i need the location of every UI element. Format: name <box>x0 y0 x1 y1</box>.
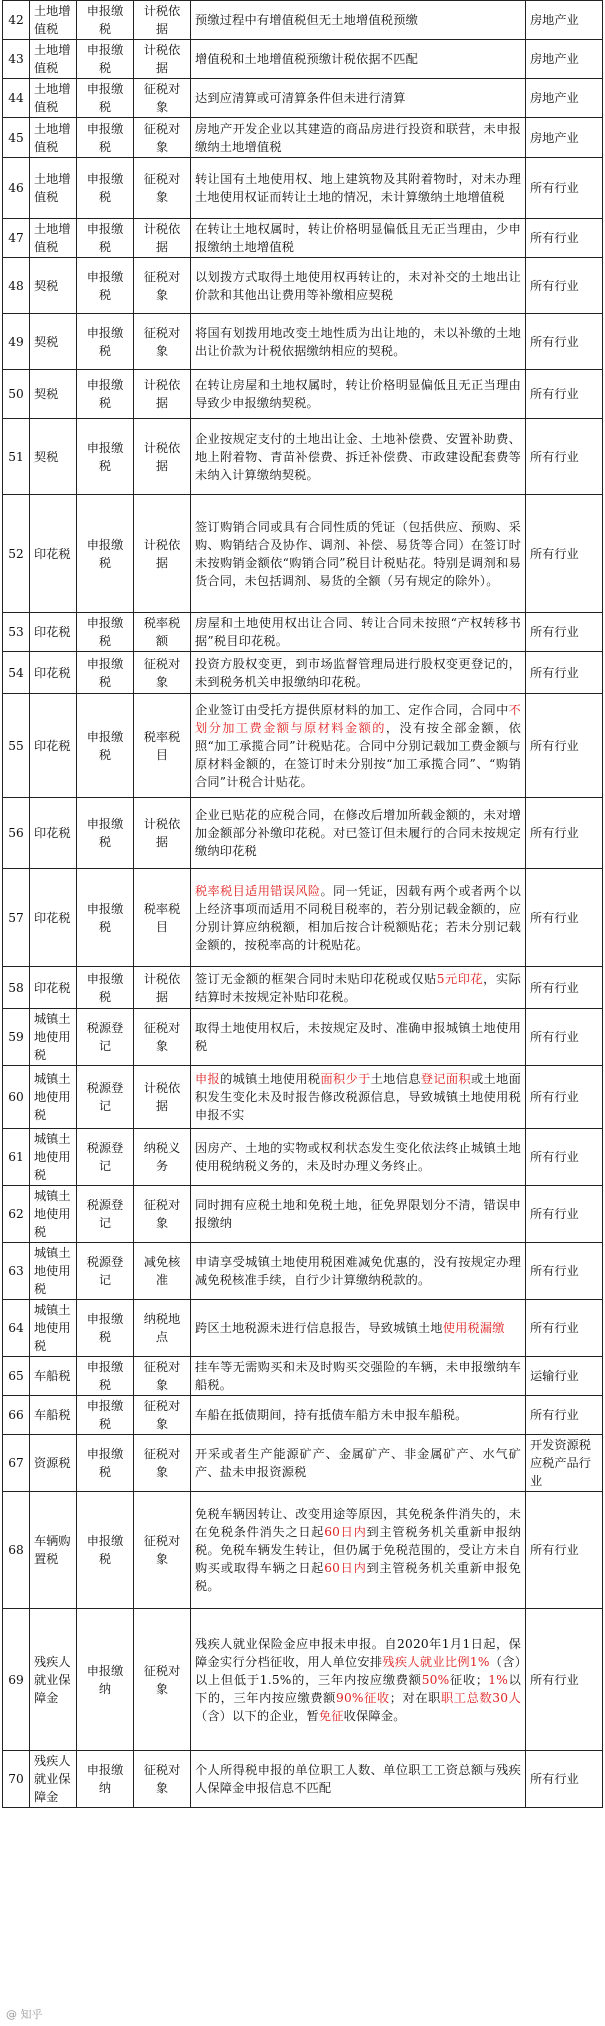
description-text: 以划拨方式取得土地使用权再转让的，未对补交的土地出让价款和其他出让费用等补缴相应契税 <box>195 269 521 302</box>
industry: 开发资源税应税产品行业 <box>526 1435 603 1492</box>
risk-link: 申报缴税 <box>77 158 134 219</box>
industry: 所有行业 <box>526 1492 603 1609</box>
risk-type: 征税对象 <box>134 1009 191 1066</box>
tax-type: 土地增值税 <box>30 40 77 79</box>
industry: 所有行业 <box>526 1129 603 1186</box>
risk-description <box>191 1492 526 1609</box>
description-text: 收保障金。 <box>343 1708 406 1723</box>
risk-link: 申报缴税 <box>77 694 134 798</box>
risk-link: 申报缴税 <box>77 869 134 967</box>
description-text: 以下的，三年内按应缴费额 <box>195 1672 521 1705</box>
risk-link: 申报缴税 <box>77 967 134 1009</box>
risk-description <box>191 1066 526 1129</box>
tax-type: 印花税 <box>30 694 77 798</box>
description-text: 因房产、土地的实物或权利状态发生变化依法终止城镇土地使用税纳税义务的，未及时办理义务终止。 <box>195 1141 521 1173</box>
table-row <box>3 1357 603 1396</box>
risk-link: 申报缴税 <box>77 1357 134 1396</box>
industry: 所有行业 <box>526 219 603 258</box>
description-text: （含）以上但低于1.5%的，三年内按应缴费额 <box>195 1654 522 1687</box>
risk-description <box>191 158 526 219</box>
industry: 所有行业 <box>526 1243 603 1300</box>
description-text: ；对在职 <box>389 1690 441 1705</box>
risk-type: 税率税额 <box>134 613 191 652</box>
risk-description <box>191 495 526 613</box>
tax-type: 城镇土地使用税 <box>30 1066 77 1129</box>
risk-type: 征税对象 <box>134 258 191 314</box>
risk-link: 申报缴税 <box>77 1 134 40</box>
industry: 所有行业 <box>526 419 603 495</box>
risk-link: 申报缴税 <box>77 1492 134 1609</box>
tax-type: 车船税 <box>30 1396 77 1435</box>
row-number: 57 <box>3 869 30 967</box>
description-text: 申请享受城镇土地使用税困难减免优惠的，没有按规定办理减免税核准手续，自行少计算缴纳税款的。 <box>195 1255 521 1287</box>
risk-type: 征税对象 <box>134 1492 191 1609</box>
row-number: 45 <box>3 118 30 158</box>
description-text: 挂车等无需购买和未及时购买交强险的车辆，未申报缴纳车船税。 <box>195 1360 521 1392</box>
risk-type: 计税依据 <box>134 798 191 869</box>
tax-type: 契税 <box>30 419 77 495</box>
risk-type: 计税依据 <box>134 1066 191 1129</box>
industry: 房地产业 <box>526 118 603 158</box>
risk-type: 纳税地点 <box>134 1300 191 1357</box>
risk-type: 征税对象 <box>134 1609 191 1751</box>
table-row <box>3 694 603 798</box>
row-number: 50 <box>3 370 30 419</box>
risk-description <box>191 419 526 495</box>
risk-link: 税源登记 <box>77 1009 134 1066</box>
description-text: 投资方股权变更，到市场监督管理局进行股权变更登记的，未到税务机关申报缴纳印花税。 <box>195 656 521 689</box>
table-row <box>3 1300 603 1357</box>
description-text: 房屋和土地使用权出让合同、转让合同未按照“产权转移书据”税目印花税。 <box>195 616 521 648</box>
highlight-text: 税率税目适用错误风险 <box>195 883 321 898</box>
industry: 所有行业 <box>526 1751 603 1808</box>
risk-link: 申报缴税 <box>77 798 134 869</box>
row-number: 43 <box>3 40 30 79</box>
tax-type: 印花税 <box>30 798 77 869</box>
risk-type: 征税对象 <box>134 118 191 158</box>
row-number: 54 <box>3 652 30 694</box>
industry: 所有行业 <box>526 158 603 219</box>
description-text: 开采或者生产能源矿产、金属矿产、非金属矿产、水气矿产、盐未申报资源税 <box>195 1447 521 1479</box>
risk-link: 申报缴税 <box>77 1300 134 1357</box>
risk-description <box>191 1609 526 1751</box>
risk-description <box>191 1129 526 1186</box>
description-text: 转让国有土地使用权、地上建筑物及其附着物时，对未办理土地使用权证而转让土地的情况，未计算缴纳土地增值税 <box>195 172 521 204</box>
risk-link: 申报缴税 <box>77 118 134 158</box>
industry: 所有行业 <box>526 1396 603 1435</box>
industry: 所有行业 <box>526 1300 603 1357</box>
risk-type: 征税对象 <box>134 1435 191 1492</box>
highlight-text: 不划分加工费金额与原材料金额的 <box>195 702 521 735</box>
risk-link: 申报缴税 <box>77 219 134 258</box>
risk-link: 申报缴税 <box>77 314 134 370</box>
table-body <box>3 1 603 1808</box>
row-number: 53 <box>3 613 30 652</box>
row-number: 59 <box>3 1009 30 1066</box>
highlight-text: 残疾人就业比例1% <box>382 1654 490 1669</box>
highlight-text: 90%征收 <box>335 1690 390 1705</box>
risk-link: 税源登记 <box>77 1129 134 1186</box>
table-row <box>3 1243 603 1300</box>
row-number: 69 <box>3 1609 30 1751</box>
table-row <box>3 1396 603 1435</box>
risk-description <box>191 1357 526 1396</box>
table-row <box>3 652 603 694</box>
risk-type: 计税依据 <box>134 1 191 40</box>
row-number: 58 <box>3 967 30 1009</box>
row-number: 44 <box>3 79 30 118</box>
description-text: 到主管税务机关重新申报免税。 <box>195 1561 521 1593</box>
description-text: 房地产开发企业以其建造的商品房进行投资和联营，未申报缴纳土地增值税 <box>195 121 521 154</box>
tax-type: 印花税 <box>30 869 77 967</box>
table-row <box>3 419 603 495</box>
industry: 房地产业 <box>526 40 603 79</box>
risk-description <box>191 1751 526 1808</box>
highlight-text: 职工总数30人 <box>441 1690 521 1705</box>
risk-type: 征税对象 <box>134 79 191 118</box>
table-row <box>3 219 603 258</box>
risk-description <box>191 258 526 314</box>
risk-description <box>191 869 526 967</box>
tax-type: 印花税 <box>30 652 77 694</box>
description-text: 的城镇土地使用税 <box>220 1072 321 1086</box>
row-number: 61 <box>3 1129 30 1186</box>
risk-link: 申报缴纳 <box>77 1609 134 1751</box>
row-number: 68 <box>3 1492 30 1609</box>
industry: 运输行业 <box>526 1357 603 1396</box>
table-row <box>3 40 603 79</box>
industry: 所有行业 <box>526 370 603 419</box>
table-row <box>3 967 603 1009</box>
description-text: 土地信息 <box>370 1072 421 1086</box>
highlight-text: 申报 <box>195 1072 221 1086</box>
description-text: 。同一凭证，因载有两个或者两个以上经济事项而适用不同税目税率的，若分别记载金额的，应分别计算应纳税额，相加后按合计税额贴花；若未分别记载金额的，按税率高的计税贴花。 <box>195 883 522 952</box>
industry: 所有行业 <box>526 652 603 694</box>
industry: 所有行业 <box>526 1066 603 1129</box>
risk-description <box>191 798 526 869</box>
tax-type: 城镇土地使用税 <box>30 1009 77 1066</box>
industry: 所有行业 <box>526 495 603 613</box>
tax-type: 印花税 <box>30 495 77 613</box>
highlight-text: 5元印花 <box>436 971 484 986</box>
industry: 所有行业 <box>526 869 603 967</box>
industry: 所有行业 <box>526 1186 603 1243</box>
row-number: 62 <box>3 1186 30 1243</box>
highlight-text: 60日内 <box>324 1561 367 1575</box>
description-text: 企业已贴花的应税合同，在修改后增加所载金额的，未对增加金额部分补缴印花税。对已签订但未履行的合同未按规定缴纳印花税 <box>195 808 521 858</box>
risk-type: 征税对象 <box>134 1186 191 1243</box>
risk-description <box>191 1396 526 1435</box>
risk-type: 征税对象 <box>134 652 191 694</box>
description-text: ，没有按全部金额，依照“加工承揽合同”计税贴花。合同中分别记载加工费金额与原材料金额的，在签订时未分别按“加工承揽合同”、“购销合同”计税合计贴花。 <box>195 720 521 789</box>
risk-link: 申报缴纳 <box>77 1751 134 1808</box>
tax-type: 印花税 <box>30 967 77 1009</box>
table-row <box>3 1 603 40</box>
tax-type: 城镇土地使用税 <box>30 1129 77 1186</box>
description-text: 企业签订由受托方提供原材料的加工、定作合同，合同中 <box>195 702 509 717</box>
industry: 所有行业 <box>526 967 603 1009</box>
risk-type: 税率税目 <box>134 694 191 798</box>
tax-type: 契税 <box>30 314 77 370</box>
risk-description <box>191 967 526 1009</box>
industry: 所有行业 <box>526 1609 603 1751</box>
highlight-text: 面积少于 <box>320 1072 371 1086</box>
industry: 所有行业 <box>526 798 603 869</box>
table-row <box>3 613 603 652</box>
table-row <box>3 1186 603 1243</box>
risk-type: 征税对象 <box>134 1751 191 1808</box>
risk-link: 税源登记 <box>77 1066 134 1129</box>
risk-description <box>191 1 526 40</box>
risk-link: 申报缴税 <box>77 495 134 613</box>
tax-type: 土地增值税 <box>30 79 77 118</box>
description-text: 预缴过程中有增值税但无土地增值税预缴 <box>195 13 418 27</box>
highlight-text: 1% <box>488 1672 509 1687</box>
row-number: 55 <box>3 694 30 798</box>
table-row <box>3 1009 603 1066</box>
risk-type: 计税依据 <box>134 370 191 419</box>
row-number: 70 <box>3 1751 30 1808</box>
table-row <box>3 370 603 419</box>
industry: 所有行业 <box>526 314 603 370</box>
tax-type: 车船税 <box>30 1357 77 1396</box>
tax-type: 土地增值税 <box>30 1 77 40</box>
tax-type: 残疾人就业保障金 <box>30 1609 77 1751</box>
table-row <box>3 314 603 370</box>
risk-link: 申报缴税 <box>77 1435 134 1492</box>
risk-description <box>191 79 526 118</box>
industry: 所有行业 <box>526 694 603 798</box>
table-row <box>3 1609 603 1751</box>
row-number: 49 <box>3 314 30 370</box>
risk-description <box>191 694 526 798</box>
description-text: 个人所得税申报的单位职工人数、单位职工工资总额与残疾人保障金申报信息不匹配 <box>195 1763 521 1795</box>
watermark: @ 知乎 <box>6 2008 43 2021</box>
risk-link: 税源登记 <box>77 1186 134 1243</box>
risk-type: 征税对象 <box>134 314 191 370</box>
highlight-text: 使用税漏缴 <box>442 1321 505 1335</box>
description-text: 车船在抵债期间，持有抵债车船方未申报车船税。 <box>195 1408 468 1422</box>
risk-type: 计税依据 <box>134 419 191 495</box>
description-text: 免税车辆因转让、改变用途等原因，其免税条件消失的，未在免税条件消失之日起 <box>195 1507 521 1539</box>
industry: 房地产业 <box>526 1 603 40</box>
risk-description <box>191 370 526 419</box>
tax-type: 资源税 <box>30 1435 77 1492</box>
highlight-text: 登记面积 <box>420 1072 471 1086</box>
description-text: 征收； <box>449 1672 489 1687</box>
risk-type: 税率税目 <box>134 869 191 967</box>
tax-type: 契税 <box>30 370 77 419</box>
risk-description <box>191 40 526 79</box>
risk-description <box>191 1186 526 1243</box>
risk-type: 纳税义务 <box>134 1129 191 1186</box>
risk-type: 征税对象 <box>134 158 191 219</box>
risk-description <box>191 314 526 370</box>
table-row <box>3 258 603 314</box>
risk-description <box>191 1300 526 1357</box>
risk-description <box>191 1243 526 1300</box>
description-text: （含）以下的企业，暂 <box>195 1708 319 1723</box>
tax-type: 契税 <box>30 258 77 314</box>
tax-type: 城镇土地使用税 <box>30 1300 77 1357</box>
risk-description <box>191 219 526 258</box>
tax-type: 印花税 <box>30 613 77 652</box>
description-text: 残疾人就业保险金应申报未申报。自2020年1月1日起，保障金实行分档征收，用人单位安排 <box>195 1636 521 1669</box>
risk-link: 申报缴税 <box>77 419 134 495</box>
description-text: 签订购销合同或具有合同性质的凭证（包括供应、预购、采购、购销结合及协作、调剂、补偿、易货等合同）在签订时未按购销金额依“购销合同”税目计税贴花。特别是调剂和易货合同，未包括调剂、易货的全额（另有规定的除外）。 <box>195 519 521 588</box>
industry: 所有行业 <box>526 258 603 314</box>
description-text: 将国有划拨用地改变土地性质为出让地的，未以补缴的土地出让价款为计税依据缴纳相应的契税。 <box>195 325 521 358</box>
industry: 房地产业 <box>526 79 603 118</box>
risk-link: 申报缴税 <box>77 652 134 694</box>
description-text: 同时拥有应税土地和免税土地，征免界限划分不清，错误申报缴纳 <box>195 1198 521 1230</box>
risk-type: 计税依据 <box>134 219 191 258</box>
row-number: 60 <box>3 1066 30 1129</box>
risk-description <box>191 1009 526 1066</box>
row-number: 67 <box>3 1435 30 1492</box>
description-text: 跨区土地税源未进行信息报告，导致城镇土地 <box>195 1321 443 1335</box>
tax-risk-table <box>2 0 603 1808</box>
industry: 所有行业 <box>526 613 603 652</box>
risk-link: 申报缴税 <box>77 40 134 79</box>
table-row <box>3 1751 603 1808</box>
tax-type: 城镇土地使用税 <box>30 1186 77 1243</box>
description-text: 增值税和土地增值税预缴计税依据不匹配 <box>195 52 418 66</box>
table-row <box>3 158 603 219</box>
risk-type: 减免核准 <box>134 1243 191 1300</box>
tax-type: 车辆购置税 <box>30 1492 77 1609</box>
risk-link: 申报缴税 <box>77 258 134 314</box>
risk-type: 征税对象 <box>134 1396 191 1435</box>
row-number: 51 <box>3 419 30 495</box>
row-number: 64 <box>3 1300 30 1357</box>
table-row <box>3 1435 603 1492</box>
description-text: 企业按规定支付的土地出让金、土地补偿费、安置补助费、地上附着物、青苗补偿费、拆迁补偿费、市政建设配套费等未纳入计算缴纳契税。 <box>195 431 521 482</box>
description-text: 签订无金额的框架合同时未贴印花税或仅贴 <box>195 971 437 986</box>
description-text: 在转让房屋和土地权属时，转让价格明显偏低且无正当理由导致少申报缴纳契税。 <box>195 378 521 410</box>
table-row <box>3 869 603 967</box>
tax-type: 土地增值税 <box>30 118 77 158</box>
risk-link: 申报缴税 <box>77 370 134 419</box>
risk-description <box>191 118 526 158</box>
description-text: 或土地面积发生变化未及时报告修改税源信息，导致城镇土地使用税申报不实 <box>195 1072 521 1122</box>
description-text: 达到应清算或可清算条件但未进行清算 <box>195 91 406 105</box>
row-number: 46 <box>3 158 30 219</box>
risk-link: 申报缴税 <box>77 1396 134 1435</box>
row-number: 48 <box>3 258 30 314</box>
tax-type: 土地增值税 <box>30 219 77 258</box>
row-number: 65 <box>3 1357 30 1396</box>
row-number: 66 <box>3 1396 30 1435</box>
risk-link: 税源登记 <box>77 1243 134 1300</box>
risk-type: 计税依据 <box>134 40 191 79</box>
highlight-text: 60日内 <box>324 1525 367 1539</box>
risk-link: 申报缴税 <box>77 613 134 652</box>
tax-type: 残疾人就业保障金 <box>30 1751 77 1808</box>
description-text: ，实际结算时未按规定补贴印花税。 <box>195 971 521 1004</box>
risk-link: 申报缴税 <box>77 79 134 118</box>
table-row <box>3 1492 603 1609</box>
tax-type: 土地增值税 <box>30 158 77 219</box>
row-number: 63 <box>3 1243 30 1300</box>
table-row <box>3 1129 603 1186</box>
industry: 所有行业 <box>526 1009 603 1066</box>
highlight-text: 免征 <box>318 1708 344 1723</box>
row-number: 52 <box>3 495 30 613</box>
risk-type: 计税依据 <box>134 495 191 613</box>
tax-type: 城镇土地使用税 <box>30 1243 77 1300</box>
row-number: 47 <box>3 219 30 258</box>
highlight-text: 50% <box>421 1672 450 1687</box>
table-row <box>3 798 603 869</box>
risk-description <box>191 652 526 694</box>
risk-description <box>191 1435 526 1492</box>
row-number: 56 <box>3 798 30 869</box>
risk-type: 征税对象 <box>134 1357 191 1396</box>
table-row <box>3 495 603 613</box>
table-row <box>3 118 603 158</box>
row-number: 42 <box>3 1 30 40</box>
risk-type: 计税依据 <box>134 967 191 1009</box>
risk-description <box>191 613 526 652</box>
description-text: 到主管税务机关重新申报纳税。免税车辆发生转让，但仍属于免税范围的，受让方未自购买或取得车辆之日起 <box>195 1525 521 1575</box>
table-row <box>3 79 603 118</box>
description-text: 在转让土地权属时，转让价格明显偏低且无正当理由，少申报缴纳土地增值税 <box>195 222 521 254</box>
table-row <box>3 1066 603 1129</box>
description-text: 取得土地使用权后，未按规定及时、准确申报城镇土地使用税 <box>195 1021 521 1053</box>
